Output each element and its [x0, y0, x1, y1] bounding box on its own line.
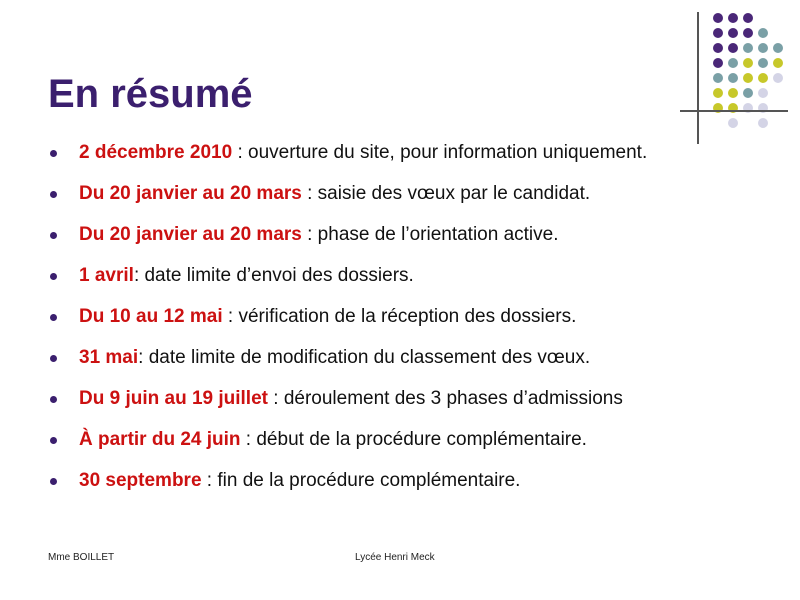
bullet-date: Du 10 au 12 mai	[79, 306, 223, 327]
decorative-dot	[728, 28, 738, 38]
bullet-text: : début de la procédure complémentaire.	[240, 429, 587, 450]
decorative-dot	[728, 43, 738, 53]
decorative-dot-grid	[0, 0, 800, 140]
decorative-dot	[728, 73, 738, 83]
decorative-dot	[713, 13, 723, 23]
decorative-dot	[713, 73, 723, 83]
bullet-icon	[50, 232, 57, 239]
decorative-dot	[743, 88, 753, 98]
footer-author: Mme BOILLET	[48, 552, 115, 563]
decorative-dot	[728, 13, 738, 23]
bullet-icon	[50, 191, 57, 198]
decorative-dot	[743, 58, 753, 68]
bullet-item	[48, 303, 788, 344]
bullet-icon	[50, 273, 57, 280]
decorative-dot	[758, 58, 768, 68]
bullet-text: : date limite d’envoi des dossiers.	[133, 265, 414, 286]
decorative-dot	[743, 43, 753, 53]
decorative-dot	[758, 118, 768, 128]
decorative-horizontal-line	[680, 110, 788, 112]
decorative-dot	[773, 58, 783, 68]
bullet-date: Du 20 janvier au 20 mars	[79, 183, 302, 204]
bullet-date: 1 avril	[79, 265, 134, 286]
bullet-icon	[50, 396, 57, 403]
slide-title: En résumé	[48, 72, 253, 116]
decorative-dot	[758, 43, 768, 53]
bullet-item	[48, 262, 788, 303]
bullet-icon	[50, 437, 57, 444]
decorative-dot	[758, 73, 768, 83]
decorative-dot	[773, 73, 783, 83]
decorative-dot	[713, 28, 723, 38]
decorative-dot	[758, 28, 768, 38]
bullet-icon	[50, 355, 57, 362]
bullet-item	[48, 426, 788, 467]
decorative-dot	[773, 43, 783, 53]
bullet-date: 2 décembre 2010	[79, 142, 233, 163]
decorative-dot	[713, 88, 723, 98]
bullet-text: : fin de la procédure complémentaire.	[201, 470, 521, 491]
decorative-vertical-line	[697, 12, 699, 144]
decorative-dot	[743, 28, 753, 38]
bullet-item	[48, 139, 788, 180]
bullet-text: : vérification de la réception des dossiers.	[222, 306, 577, 327]
footer-school: Lycée Henri Meck	[355, 552, 435, 563]
bullet-icon	[50, 314, 57, 321]
bullet-icon	[50, 478, 57, 485]
decorative-dot	[743, 13, 753, 23]
bullet-item	[48, 344, 788, 385]
bullet-date: Du 20 janvier au 20 mars	[79, 224, 302, 245]
decorative-dot	[713, 58, 723, 68]
bullet-item	[48, 385, 788, 426]
bullet-text: : déroulement des 3 phases d’admissions	[267, 388, 623, 409]
decorative-dot	[728, 58, 738, 68]
decorative-dot	[758, 88, 768, 98]
bullet-date: 31 mai	[79, 347, 139, 368]
bullet-text: : date limite de modification du classement des vœux.	[138, 347, 591, 368]
bullet-list	[48, 139, 788, 508]
bullet-text: : saisie des vœux par le candidat.	[301, 183, 591, 204]
decorative-dot	[713, 43, 723, 53]
decorative-dot	[743, 73, 753, 83]
decorative-dot	[728, 118, 738, 128]
decorative-dot	[728, 88, 738, 98]
bullet-date: À partir du 24 juin	[79, 429, 241, 450]
bullet-date: 30 septembre	[79, 470, 202, 491]
bullet-item	[48, 180, 788, 221]
bullet-date: Du 9 juin au 19 juillet	[79, 388, 268, 409]
bullet-item	[48, 221, 788, 262]
bullet-icon	[50, 150, 57, 157]
bullet-item	[48, 467, 788, 508]
bullet-text: : ouverture du site, pour information uniquement.	[232, 142, 648, 163]
bullet-text: : phase de l’orientation active.	[301, 224, 559, 245]
